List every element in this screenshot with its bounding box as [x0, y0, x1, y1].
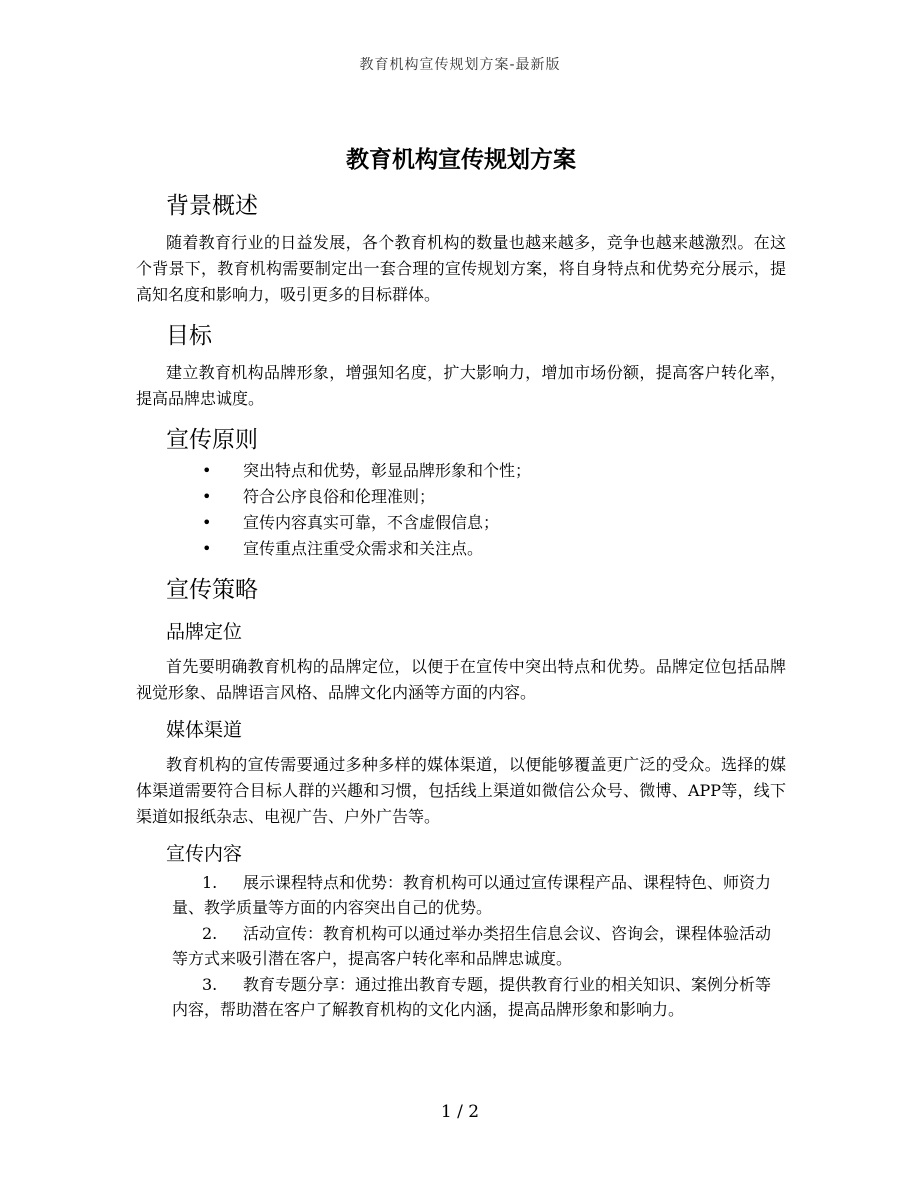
bullet-icon: •: [202, 513, 212, 532]
paragraph-goal: 建立教育机构品牌形象，增强知名度，扩大影响力，增加市场份额，提高客户转化率，提高品牌忠诚度。: [136, 363, 786, 408]
bullet-icon: •: [202, 487, 212, 506]
content-list: [136, 870, 786, 1022]
list-item-text: 符合公序良俗和伦理准则；: [243, 487, 436, 506]
paragraph-brand-positioning: 首先要明确教育机构的品牌定位，以便于在宣传中突出特点和优势。品牌定位包括品牌视觉形象、品牌语言风格、品牌文化内涵等方面的内容。: [136, 657, 786, 702]
document-body: [136, 142, 786, 1023]
list-item: [136, 972, 786, 1022]
list-item: [136, 870, 786, 920]
list-item: [136, 458, 786, 484]
list-item-text: 突出特点和优势，彰显品牌形象和个性；: [243, 461, 532, 480]
list-item-text: 宣传内容真实可靠，不含虚假信息；: [243, 513, 500, 532]
list-item-number: 1.: [202, 873, 218, 892]
list-item-text: 展示课程特点和优势：教育机构可以通过宣传课程产品、课程特色、师资力量、教学质量等方面的内容突出自己的优势。: [172, 873, 772, 917]
list-item: [136, 536, 786, 562]
heading-principles: 宣传原则: [166, 427, 258, 453]
list-item: [136, 510, 786, 536]
subheading-media-channels: 媒体渠道: [166, 719, 243, 741]
subheading-brand-positioning: 品牌定位: [166, 621, 243, 643]
list-item-number: 2.: [202, 924, 218, 943]
list-item: [136, 921, 786, 971]
running-header: 教育机构宣传规划方案-最新版: [359, 57, 561, 73]
list-item-text: 教育专题分享：通过推出教育专题，提供教育行业的相关知识、案例分析等内容，帮助潜在客户了解教育机构的文化内涵，提高品牌形象和影响力。: [172, 975, 772, 1019]
list-item-text: 活动宣传：教育机构可以通过举办类招生信息会议、咨询会，课程体验活动等方式来吸引潜在客户，提高客户转化率和品牌忠诚度。: [172, 924, 772, 968]
principles-list: [136, 458, 786, 562]
paragraph-background: 随着教育行业的日益发展，各个教育机构的数量也越来越多，竞争也越来越激烈。在这个背景下，教育机构需要制定出一套合理的宣传规划方案，将自身特点和优势充分展示，提高知名度和影响力，吸引更多的目标群体。: [136, 233, 786, 304]
page-number: 1 / 2: [440, 1102, 480, 1122]
list-item: [136, 484, 786, 510]
heading-goal: 目标: [166, 323, 212, 349]
document-title: 教育机构宣传规划方案: [346, 147, 576, 173]
subheading-content: 宣传内容: [166, 843, 243, 865]
paragraph-media-channels: 教育机构的宣传需要通过多种多样的媒体渠道，以便能够覆盖更广泛的受众。选择的媒体渠道需要符合目标人群的兴趣和习惯，包括线上渠道如微信公众号、微博、APP等，线下渠道如报纸杂志、电视广告、户外广告等。: [136, 755, 786, 826]
bullet-icon: •: [202, 461, 212, 480]
bullet-icon: •: [202, 539, 212, 558]
heading-background: 背景概述: [166, 193, 258, 219]
list-item-text: 宣传重点注重受众需求和关注点。: [243, 539, 484, 558]
list-item-number: 3.: [202, 975, 218, 994]
heading-strategy: 宣传策略: [166, 577, 258, 603]
